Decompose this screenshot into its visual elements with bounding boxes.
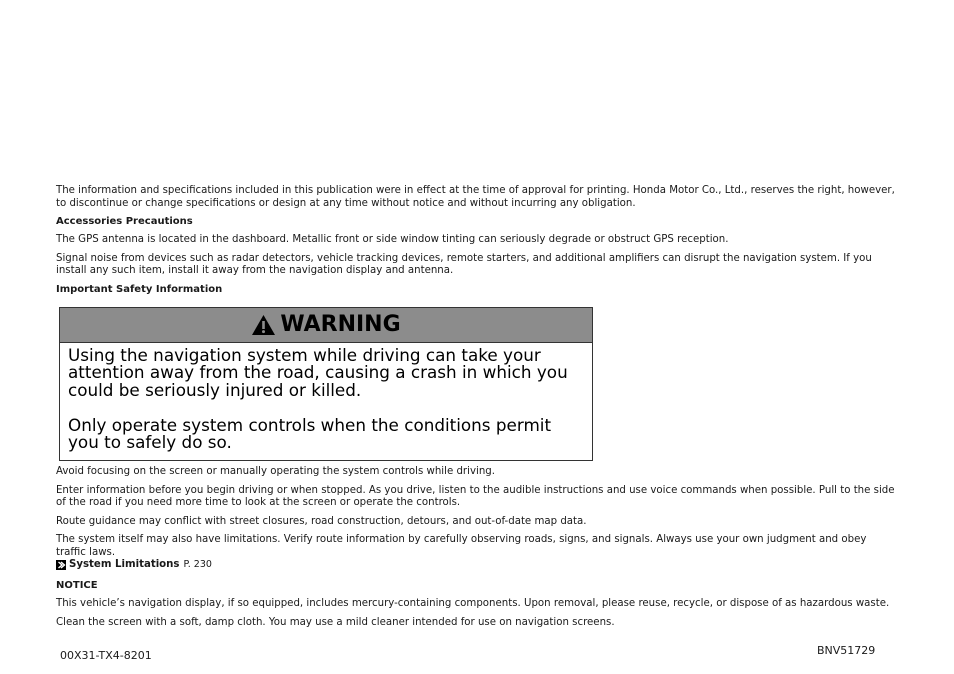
xref-title: System Limitations bbox=[69, 559, 180, 571]
warning-title: WARNING bbox=[280, 312, 401, 337]
avoid-focusing-paragraph: Avoid focusing on the screen or manually operating the system controls while driving. bbox=[56, 466, 495, 478]
warning-triangle-icon bbox=[251, 314, 276, 336]
route-guidance-paragraph: Route guidance may conflict with street closures, road construction, detours, and out-of-date map data. bbox=[56, 515, 587, 527]
clean-screen-paragraph: Clean the screen with a soft, damp cloth. You may use a mild cleaner intended for use on navigation screens. bbox=[56, 616, 615, 628]
signal-noise-paragraph: Signal noise from devices such as radar detectors, vehicle tracking devices, remote starters, and additional amplifiers can disrupt the navigation system. If you install any such item, install it away from the navigation display and antenna. bbox=[56, 252, 872, 276]
system-limitations-link[interactable] bbox=[56, 559, 896, 571]
warning-text-distraction: Using the navigation system while driving can take your attention away from the road, causing a crash in which you could be seriously injured or killed. bbox=[68, 344, 568, 400]
document-code: BNV51729 bbox=[817, 644, 876, 657]
part-number: 00X31-TX4-8201 bbox=[60, 649, 152, 662]
warning-text-operate: Only operate system controls when the conditions permit you to safely do so. bbox=[68, 414, 552, 453]
gps-antenna-paragraph: The GPS antenna is located in the dashboard. Metallic front or side window tinting can seriously degrade or obstruct GPS reception. bbox=[56, 234, 729, 245]
system-limitations-paragraph: The system itself may also have limitations. Verify route information by carefully observing roads, signs, and signals. Always use your own judgment and obey traffic laws. bbox=[56, 534, 867, 558]
document-content bbox=[56, 185, 896, 635]
notice-heading: NOTICE bbox=[56, 580, 98, 592]
warning-box bbox=[59, 307, 593, 462]
reference-arrow-icon bbox=[56, 560, 66, 570]
warning-header bbox=[60, 308, 592, 343]
accessories-heading: Accessories Precautions bbox=[56, 216, 193, 227]
intro-paragraph: The information and specifications included in this publication were in effect at the time of approval for printing. Honda Motor Co., Ltd., reserves the right, however, to discontinue or change specifications or design at any time without notice and without incurring any obligation. bbox=[56, 185, 895, 209]
xref-page: P. 230 bbox=[183, 559, 212, 571]
warning-body bbox=[60, 343, 592, 461]
enter-information-paragraph: Enter information before you begin driving or when stopped. As you drive, listen to the audible instructions and use voice commands when possible. Pull to the side of the road if you need more time to look at the screen or operate the controls. bbox=[56, 484, 895, 509]
safety-heading: Important Safety Information bbox=[56, 283, 223, 295]
mercury-paragraph: This vehicle’s navigation display, if so equipped, includes mercury-containing components. Upon removal, please reuse, recycle, or dispose of as hazardous waste. bbox=[56, 598, 890, 610]
